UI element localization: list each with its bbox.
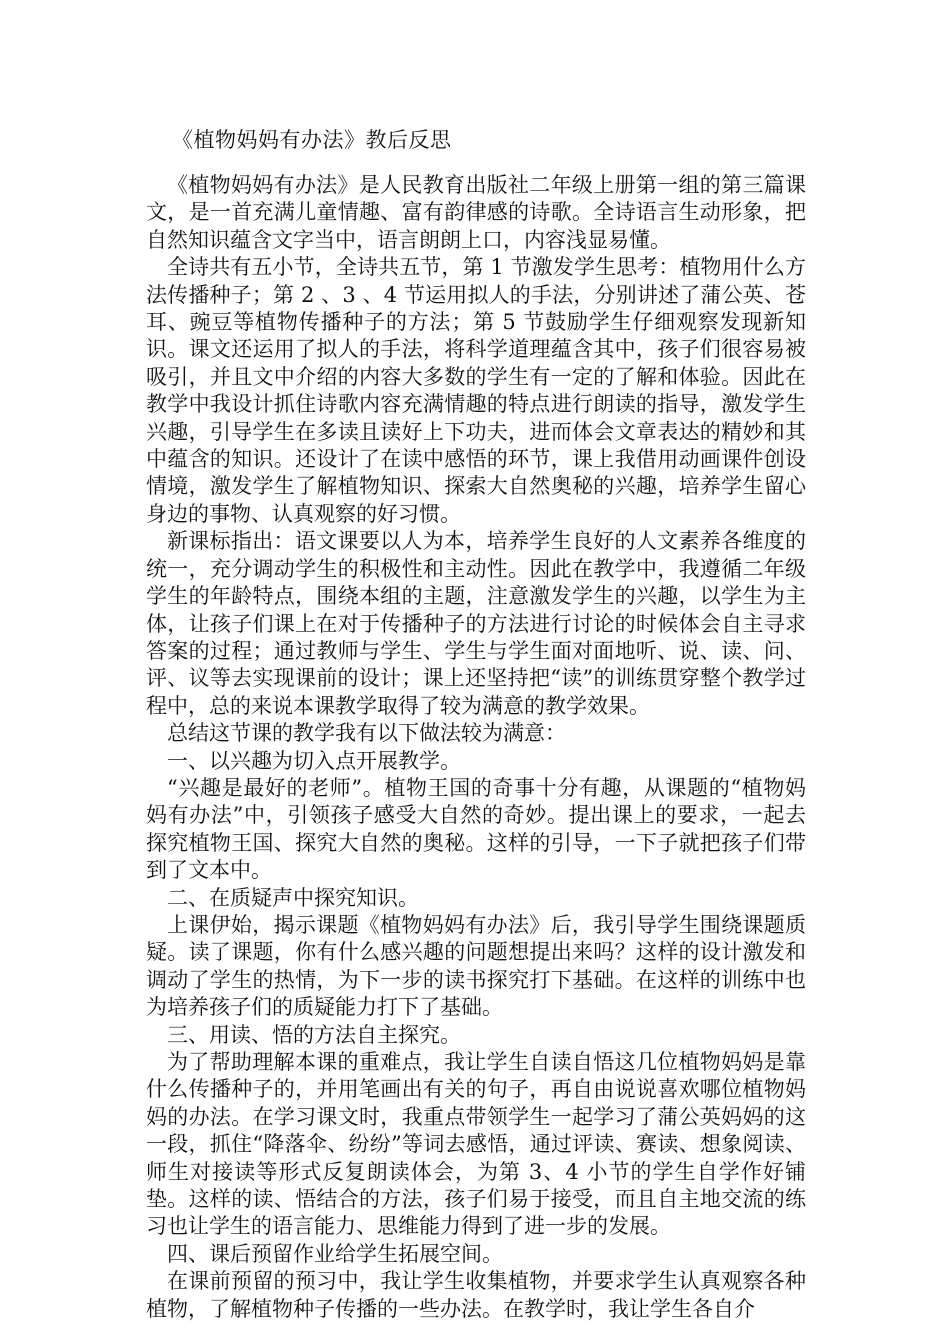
paragraph: 在课前预留的预习中，我让学生收集植物，并要求学生认真观察各种植物，了解植物种子传播的一些办法。在教学时，我让学生各自介 xyxy=(146,1269,806,1321)
paragraph: 总结这节课的教学我有以下做法较为满意： xyxy=(167,721,566,746)
paragraph: 全诗共有五小节，全诗共五节，第 1 节激发学生思考：植物用什么方法传播种子；第 2 、3 、4 节运用拟人的手法，分别讲述了蒲公英、苍耳、豌豆等植物传播种子的方法；第 5 节鼓励学生仔细观察发现新知识。课文还运用了拟人的手法，将科学道理蕴含其中，孩子们很容易被吸引，并且文中介绍的内容大多数的学生有一定的了解和体验。因此在教学中我设计抓住诗歌内容充满情趣的特点进行朗读的指导，激发学生兴趣，引导学生在多读且读好上下功夫，进而体会文章表达的精妙和其中蕴含的知识。还设计了在读中感悟的环节，课上我借用动画课件创设情境，激发学生了解植物知识、探索大自然奥秘的兴趣，培养学生留心身边的事物、认真观察的好习惯。 xyxy=(146,255,806,526)
section-heading: 二、在质疑声中探究知识。 xyxy=(167,885,419,910)
section-heading: 三、用读、悟的方法自主探究。 xyxy=(167,1022,461,1047)
paragraph: 上课伊始，揭示课题《植物妈妈有办法》后，我引导学生围绕课题质疑。读了课题，你有什么感兴趣的问题想提出来吗？这样的设计激发和调动了学生的热情，为下一步的读书探究打下基础。在这样的训练中也为培养孩子们的质疑能力打下了基础。 xyxy=(146,912,806,1020)
section-heading: 一、以兴趣为切入点开展教学。 xyxy=(167,748,461,773)
document-body xyxy=(146,172,806,1323)
section-heading: 四、课后预留作业给学生拓展空间。 xyxy=(167,1241,503,1266)
paragraph: “兴趣是最好的老师”。植物王国的奇事十分有趣，从课题的“植物妈妈有办法”中，引领孩子感受大自然的奇妙。提出课上的要求，一起去探究植物王国、探究大自然的奥秘。这样的引导，一下子就把孩子们带到了文本中。 xyxy=(146,775,806,883)
paragraph: 为了帮助理解本课的重难点，我让学生自读自悟这几位植物妈妈是靠什么传播种子的，并用笔画出有关的句子，再自由说说喜欢哪位植物妈妈的办法。在学习课文时，我重点带领学生一起学习了蒲公英妈妈的这一段，抓住“降落伞、纷纷”等词去感悟，通过评读、赛读、想象阅读、师生对接读等形式反复朗读体会，为第 3、4 小节的学生自学作好铺垫。这样的读、悟结合的方法，孩子们易于接受，而且自主地交流的练习也让学生的语言能力、思维能力得到了进一步的发展。 xyxy=(146,1050,806,1239)
document-title: 《植物妈妈有办法》教后反思 xyxy=(172,128,452,152)
paragraph: 《植物妈妈有办法》是人民教育出版社二年级上册第一组的第三篇课文，是一首充满儿童情趣、富有韵律感的诗歌。全诗语言生动形象，把自然知识蕴含文字当中，语言朗朗上口，内容浅显易懂。 xyxy=(146,173,806,252)
paragraph: 新课标指出：语文课要以人为本，培养学生良好的人文素养各维度的统一，充分调动学生的积极性和主动性。因此在教学中，我遵循二年级学生的年龄特点，围绕本组的主题，注意激发学生的兴趣，以学生为主体，让孩子们课上在对于传播种子的方法进行讨论的时候体会自主寻求答案的过程；通过教师与学生、学生与学生面对面地听、说、读、问、评、议等去实现课前的设计；课上还坚持把“读”的训练贯穿整个教学过程中，总的来说本课教学取得了较为满意的教学效果。 xyxy=(146,529,806,718)
